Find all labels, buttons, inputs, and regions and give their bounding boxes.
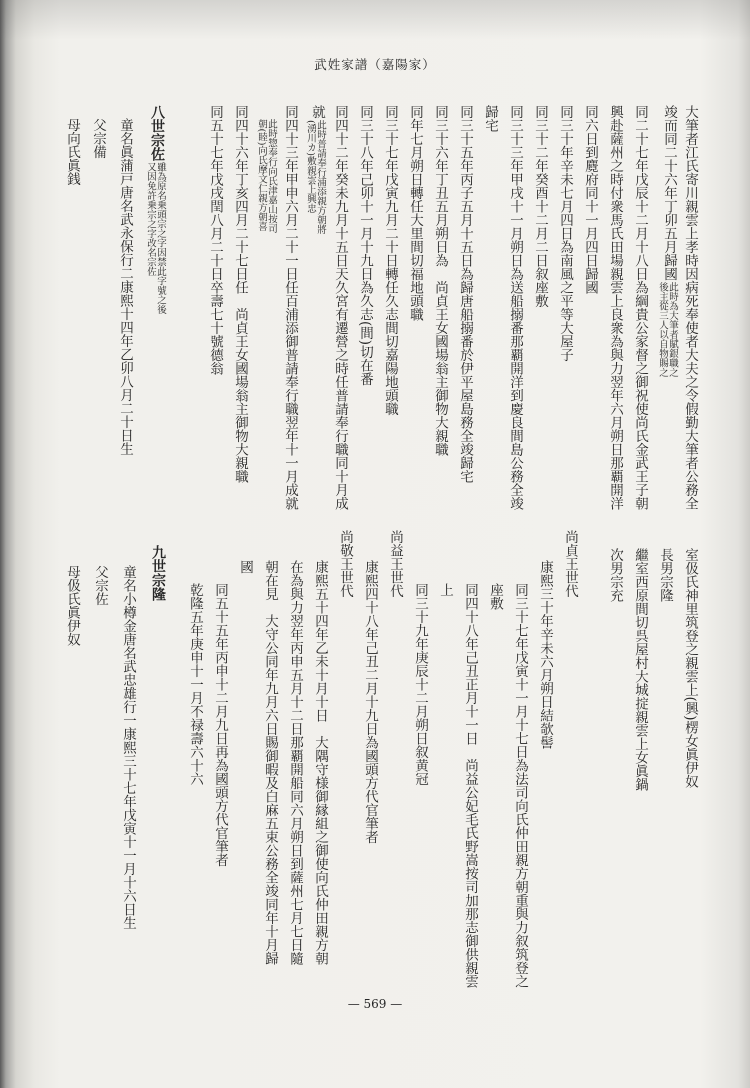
line-text: 就 bbox=[309, 105, 325, 119]
record-line: 同三十年辛未七月四日為南風之平等大屋子 bbox=[557, 105, 573, 362]
record-line: 同三十九年庚辰十二月朔日叙黄冠 bbox=[412, 583, 428, 786]
family-line: 次男宗充 bbox=[607, 548, 623, 602]
reign-heading: 尚益王世代 bbox=[387, 530, 403, 598]
interlinear-note bbox=[657, 282, 677, 377]
note-line: 又因免許乗宗之字改名宗佐 bbox=[145, 162, 156, 276]
family-line: 室伋氏神里筑登之親雲上(興)楞女眞伊奴 bbox=[682, 548, 698, 789]
generation-heading bbox=[145, 105, 165, 314]
record-line: 在為與力翌年丙申五月十二日那覇開船同六月朔日到薩州七月七日隨 bbox=[287, 560, 303, 965]
line-text: 竣而同二十六年丁卯五月歸國 bbox=[661, 105, 677, 281]
record-line: 同三十七年戊寅九月二十日轉任久志間切嘉陽地頭職 bbox=[382, 105, 398, 416]
record-line: 同四十二年癸未九月十五日天久宮有遷營之時任普請奉行職同十月成 bbox=[332, 105, 348, 510]
record-line: 同年七月朔日轉任大里間切福地頭職 bbox=[407, 105, 423, 321]
record-line: 國 bbox=[237, 560, 253, 574]
record-line: 同三十六年丁丑五月朔日為 尚貞王女國場翁主御物大親職 bbox=[432, 105, 448, 456]
note-line: 後主從三人以自物賜之 bbox=[657, 281, 668, 377]
record-line: 同二十七年戊辰十二月十八日為綱貴公家督之御祝使尚氏金武王子朝 bbox=[632, 105, 648, 510]
note-line: (湧川カ)敷親雲上興忠 bbox=[305, 119, 316, 213]
family-line: 長男宗隆 bbox=[657, 548, 673, 602]
record-line bbox=[305, 105, 325, 234]
note-line: 此時普請奉行浦添親方朝將 bbox=[315, 119, 326, 234]
record-line: 康熙五十四年乙未十月十日 大隅守様御縁組之御使向氏仲田親方朝 bbox=[312, 560, 328, 965]
record-line: 座敷 bbox=[487, 583, 503, 610]
record-line: 同五十七年戊戌閏八月二十日卒壽七十號德翁 bbox=[207, 105, 223, 375]
note-line: 雖為原名乗頭宗之字因禁此字號之後 bbox=[155, 162, 166, 314]
mother-line: 母向氏眞銭 bbox=[64, 118, 80, 186]
interlinear-note bbox=[256, 119, 276, 233]
interlinear-note bbox=[305, 120, 325, 234]
record-line: 同三十三年甲戌十一月朔日為送船搦番那覇開洋到慶良間島公務全竣 bbox=[507, 105, 523, 510]
generation-heading: 九世宗隆 bbox=[150, 545, 166, 601]
family-line: 繼室西原間切呉屋村大城掟親雲上女眞鍋 bbox=[632, 548, 648, 791]
reign-heading: 尚敬王世代 bbox=[337, 530, 353, 598]
note-line: 此時惣奉行向氏津嘉山按司 bbox=[266, 119, 277, 233]
page-number: — 569 — bbox=[347, 997, 403, 1011]
note-line: 此時為大筆者賦銀職之 bbox=[667, 281, 678, 377]
note-line: 朝(睦)向氏摩文仁親方朝喜 bbox=[256, 119, 267, 231]
scan-shadow bbox=[0, 0, 750, 40]
record-line: 大筆者江氏寄川親雲上孝時因病死奉使者大夫之令假勤大筆者公務全 bbox=[682, 105, 698, 510]
name-line: 童名小樽金唐名武忠雄行一康熙三十七年戊寅十一月十六日生 bbox=[120, 565, 136, 930]
record-line: 同六日到麑府同十一月四日歸國 bbox=[582, 105, 598, 294]
record-line bbox=[256, 118, 276, 233]
running-header: 武姓家譜（嘉陽家） bbox=[314, 57, 436, 72]
record-line: 同三十五年丙子五月十五日為歸唐船搦番於伊平屋島務全竣歸宅 bbox=[457, 105, 473, 483]
father-line: 父宗備 bbox=[90, 118, 106, 159]
father-line: 父宗佐 bbox=[92, 565, 108, 606]
mother-line: 母伋氏眞伊奴 bbox=[64, 565, 80, 646]
record-line: 歸宅 bbox=[482, 105, 498, 132]
record-line: 同三十七年戊寅十一月十七日為法司向氏仲田親方朝重與力叙筑登之 bbox=[512, 583, 528, 988]
record-line: 同三十二年癸酉十二月二日叙座敷 bbox=[532, 105, 548, 308]
record-line: 朝在見 大守公同年九月六日賜御暇及白麻五束公務全竣同年十月歸 bbox=[262, 560, 278, 965]
name-line: 童名眞蒲戸唐名武永保行二康熙十四年乙卯八月二十日生 bbox=[117, 118, 133, 456]
record-line: 同三十八年己卯十一月十九日為久志(間)切在番 bbox=[357, 105, 373, 386]
record-line: 康熙三十年辛未六月朔日結欹髻 bbox=[537, 560, 553, 749]
record-line: 同四十六年丁亥四月二十七日任 尚貞王女國場翁主御物大親職 bbox=[232, 105, 248, 483]
record-line: 同四十三年甲申六月二十一日任百浦添御普請奉行職翌年十一月成就 bbox=[282, 105, 298, 510]
record-line: 康熙四十八年己丑二月十九日為國頭方代官筆者 bbox=[362, 560, 378, 844]
reign-heading: 尚貞王世代 bbox=[562, 530, 578, 598]
record-line: 同五十五年丙申十二月九日再為國頭方代官筆者 bbox=[212, 583, 228, 867]
record-line: 乾隆五年庚申十一月不禄壽六十六 bbox=[187, 583, 203, 786]
record-line bbox=[657, 105, 677, 377]
interlinear-note bbox=[145, 162, 165, 314]
record-line: 上 bbox=[437, 583, 453, 597]
record-line: 興赴薩州之時付衆馬氏田場親雲上良衆為與力翌年六月朔日那覇開洋 bbox=[607, 105, 623, 510]
record-line: 同四十八年己丑正月十一日 尚益公妃毛氏野嵩按司加那志御供親雲 bbox=[462, 583, 478, 988]
heading-text: 八世宗佐 bbox=[149, 105, 165, 161]
